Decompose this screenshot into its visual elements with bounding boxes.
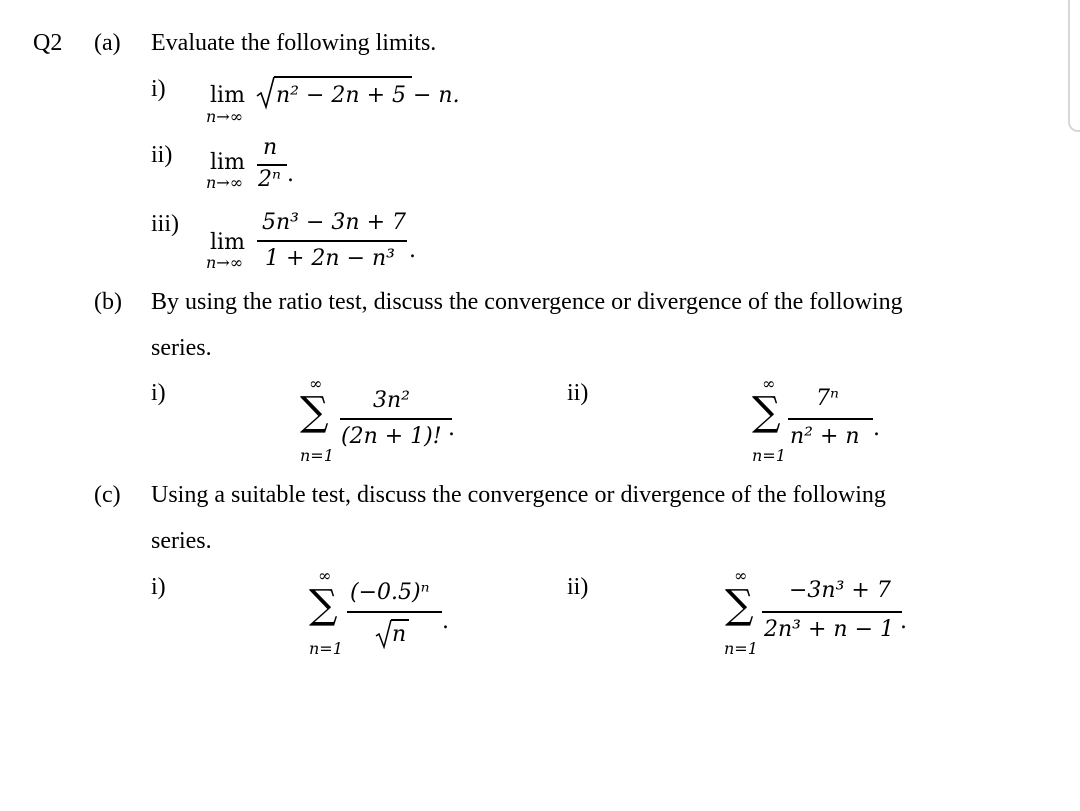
part-b-item-2-label: ii) [567, 380, 589, 406]
part-c-item-2-fraction-bar [762, 611, 902, 613]
scroll-edge-decoration [1068, 0, 1080, 132]
part-c-item-1-upper-limit: ∞ [318, 566, 332, 585]
summation-sign: ∑ [725, 582, 754, 628]
summation-sign: ∑ [309, 582, 338, 628]
part-c-item-2-denominator: 2n³ + n − 1 [764, 617, 894, 642]
part-a-item-1-expression: n² − 2n + 5 − n. [276, 83, 460, 108]
part-b-item-2-fraction-bar [788, 418, 873, 420]
part-a-item-3-numerator: 5n³ − 3n + 7 [262, 210, 406, 235]
part-b-item-1-numerator: 3n² [373, 388, 410, 413]
part-a-item-2-numerator: n [263, 135, 278, 160]
part-c-instruction-line-1: Using a suitable test, discuss the convergence or divergence of the following [151, 482, 886, 508]
part-b-item-2-denominator: n² + n [790, 424, 860, 449]
square-root-sign [375, 619, 393, 649]
part-c-item-2-end: . [900, 609, 907, 634]
part-b-item-2-numerator: 7ⁿ [816, 386, 839, 411]
part-b-instruction-line-2: series. [151, 335, 212, 361]
part-c-item-1-label: i) [151, 574, 166, 600]
part-b-item-1-fraction-bar [340, 418, 452, 420]
part-a-item-1-lim: lim [210, 83, 245, 108]
part-a-instruction: Evaluate the following limits. [151, 30, 437, 56]
part-a-item-2-fraction-bar [257, 164, 287, 166]
part-a-label: (a) [94, 30, 121, 56]
part-c-item-1-fraction-bar [347, 611, 442, 613]
part-b-label: (b) [94, 289, 122, 315]
part-a-item-2-label: ii) [151, 142, 173, 168]
part-b-item-2-lower-limit: n=1 [752, 446, 786, 465]
part-c-item-2-upper-limit: ∞ [734, 566, 748, 585]
part-b-item-1-end: . [448, 416, 455, 441]
part-a-item-2-lim: lim [210, 150, 245, 175]
part-b-item-1-denominator: (2n + 1)! [341, 424, 442, 449]
part-a-item-3-label: iii) [151, 211, 179, 237]
part-b-item-1-upper-limit: ∞ [309, 374, 323, 393]
part-a-item-3-denominator: 1 + 2n − n³ [265, 246, 395, 271]
summation-sign: ∑ [752, 389, 781, 435]
part-a-item-2-end: . [287, 162, 294, 187]
square-root-bar [391, 619, 409, 621]
part-a-item-2-denominator: 2ⁿ [258, 167, 281, 192]
summation-sign: ∑ [300, 389, 329, 435]
part-a-item-3-end: . [409, 238, 416, 263]
part-c-item-1-lower-limit: n=1 [309, 639, 343, 658]
question-number: Q2 [33, 30, 63, 56]
part-c-item-2-lower-limit: n=1 [724, 639, 758, 658]
part-a-item-3-lim: lim [210, 230, 245, 255]
part-a-item-1-limit-subscript: n→∞ [206, 107, 244, 126]
part-b-item-2-upper-limit: ∞ [762, 374, 776, 393]
part-a-item-3-fraction-bar [257, 240, 407, 242]
part-a-item-1-label: i) [151, 76, 166, 102]
part-a-item-2-limit-subscript: n→∞ [206, 173, 244, 192]
part-b-item-1-lower-limit: n=1 [300, 446, 334, 465]
part-c-item-2-numerator: −3n³ + 7 [789, 578, 891, 603]
part-b-item-2-end: . [873, 416, 880, 441]
part-c-label: (c) [94, 482, 121, 508]
part-c-item-2-label: ii) [567, 574, 589, 600]
part-a-item-3-limit-subscript: n→∞ [206, 253, 244, 272]
part-c-item-1-end: . [442, 609, 449, 634]
part-b-instruction-line-1: By using the ratio test, discuss the convergence or divergence of the following [151, 289, 903, 315]
square-root-sign [256, 76, 276, 110]
part-c-item-1-denominator: n [392, 622, 407, 647]
square-root-bar [274, 76, 412, 78]
part-b-item-1-label: i) [151, 380, 166, 406]
part-c-instruction-line-2: series. [151, 528, 212, 554]
part-c-item-1-numerator: (−0.5)ⁿ [350, 580, 430, 605]
